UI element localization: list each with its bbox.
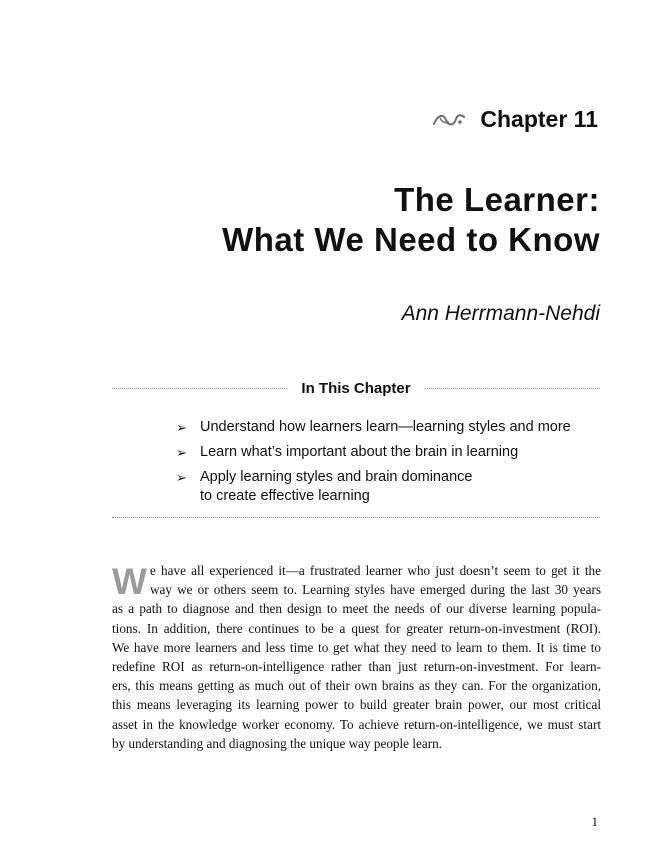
list-item-text: Learn what’s important about the brain in learning [200, 444, 519, 460]
list-item-text: Apply learning styles and brain dominance [200, 469, 473, 485]
dotted-divider [112, 517, 600, 518]
paragraph-line: asset in the knowledge worker economy. To achieve return-on-intelligence, we must start [112, 716, 601, 732]
paragraph-line: redefine ROI as return-on-intelligence rather than just return-on-investment. For learn- [112, 659, 601, 675]
chapter-label [432, 106, 598, 133]
list-item-text: Understand how learners learn—learning styles and more [200, 419, 571, 435]
chapter-objectives-list [176, 418, 596, 512]
paragraph-line: ers, this means getting as much out of their own brains as they can. For the organization, [112, 678, 601, 694]
list-item [176, 468, 596, 506]
paragraph-line: way we or others seem to. Learning styles have emerged during the last 30 years [150, 582, 601, 598]
body-paragraph [112, 561, 601, 753]
chapter-number: Chapter 11 [480, 106, 598, 132]
chapter-title-line: The Learner: [394, 181, 600, 218]
paragraph-line: as a path to diagnose and then design to meet the needs of our diverse learning popula- [112, 601, 601, 617]
paragraph-line: e have all experienced it—a frustrated learner who just doesn’t seem to get it the [150, 563, 601, 578]
chapter-title [80, 180, 600, 260]
in-this-chapter-header [112, 380, 600, 397]
fleuron-ornament-icon [432, 110, 466, 130]
arrowhead-bullet-icon: ➢ [176, 445, 187, 460]
paragraph-line: We have more learners and less time to get what they need to learn to them. It is time to [112, 639, 601, 655]
page-number: 1 [591, 814, 598, 829]
list-item [176, 443, 596, 462]
chapter-title-line: What We Need to Know [222, 221, 600, 258]
paragraph-line: this means leveraging its learning power to build greater brain power, our most critical [112, 697, 601, 713]
drop-cap: W [112, 561, 147, 602]
paragraph-line: by understanding and diagnosing the unique way people learn. [112, 735, 442, 751]
arrowhead-bullet-icon: ➢ [176, 470, 187, 485]
list-item [176, 418, 596, 437]
in-this-chapter-heading: In This Chapter [301, 380, 411, 397]
arrowhead-bullet-icon: ➢ [176, 420, 187, 435]
list-item-text: to create effective learning [200, 488, 370, 504]
dotted-divider [112, 388, 287, 389]
paragraph-line: tions. In addition, there continues to be a quest for greater return-on-investment (ROI). [112, 620, 601, 636]
author-name: Ann Herrmann-Nehdi [401, 302, 600, 325]
dotted-divider [425, 388, 600, 389]
